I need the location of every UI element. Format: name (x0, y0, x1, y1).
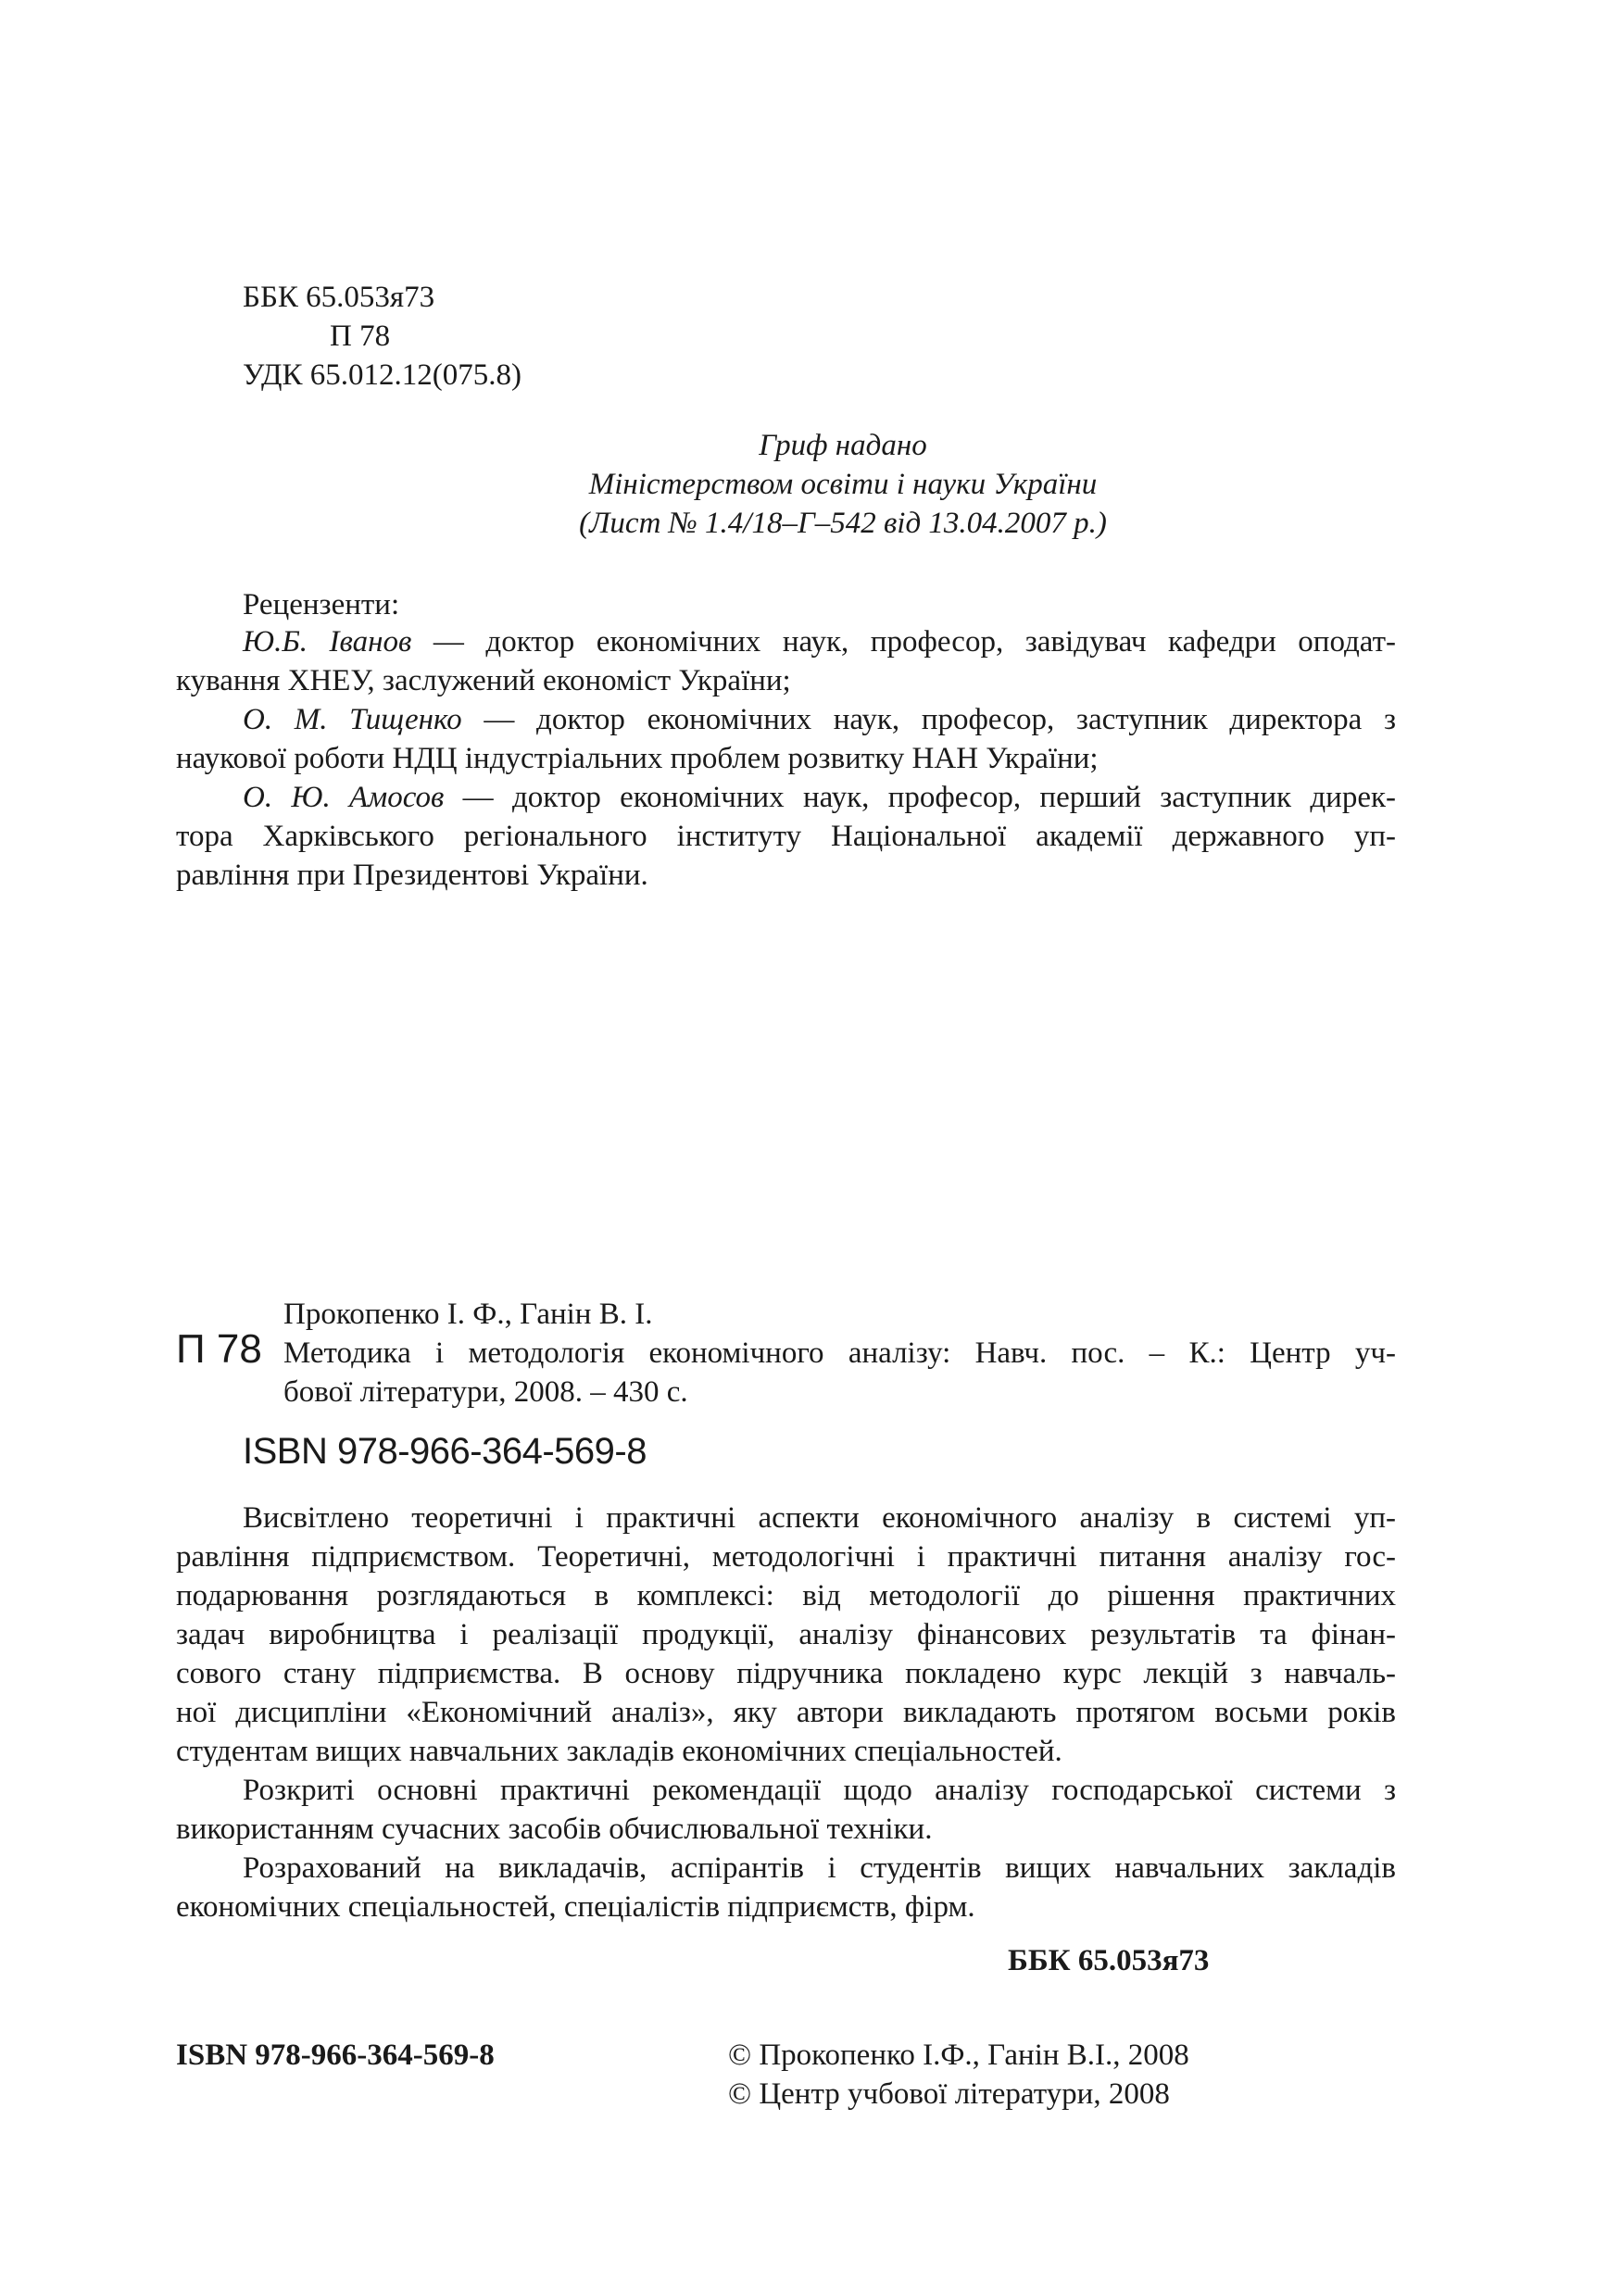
annotation-line: подарювання розглядаються в комплексі: від методології до рішення практичних (176, 1579, 1396, 1612)
reviewer-3-text: — доктор економічних наук, професор, перший заступник дирек- (444, 781, 1396, 814)
footer-bbk: ББК 65.053я73 (1008, 1944, 1210, 1977)
reviewer-1 (176, 622, 1396, 700)
reviewer-3-text-cont: тора Харківського регіонального інституту Національної академії державного уп- (176, 820, 1396, 853)
reviewer-2-text: — доктор економічних наук, професор, заступник директора з (461, 703, 1396, 736)
reviewer-2-text-cont: наукової роботи НДЦ індустріальних проблем розвитку НАН України; (176, 742, 1099, 775)
udk-code: УДК 65.012.12(075.8) (243, 358, 522, 392)
copyright-publisher: © Центр учбової літератури, 2008 (728, 2077, 1170, 2111)
grif-line-1: Гриф надано (759, 429, 927, 462)
annotation-line: равління підприємством. Теоретичні, методологічні і практичні питання аналізу гос- (176, 1540, 1396, 1574)
annotation (176, 1499, 1396, 1926)
annotation-line: економічних спеціальностей, спеціалістів підприємств, фірм. (176, 1890, 975, 1924)
annotation-line: студентам вищих навчальних закладів економічних спеціальностей. (176, 1735, 1062, 1768)
reviewer-2-name: О. М. Тищенко (243, 703, 462, 736)
catalog-title-line-1: Методика і методологія економічного аналізу: Навч. пос. – К.: Центр уч- (283, 1336, 1396, 1370)
annotation-line: сового стану підприємства. В основу підручника покладено курс лекцій з навчаль- (176, 1657, 1396, 1690)
reviewer-3-name: О. Ю. Амосов (243, 781, 445, 814)
catalog-title (283, 1334, 1396, 1411)
annotation-line: задач виробництва і реалізації продукції, аналізу фінансових результатів та фінан- (176, 1618, 1396, 1651)
reviewer-3-text-last: равління при Президентові України. (176, 859, 648, 892)
annotation-line: використанням сучасних засобів обчислювальної техніки. (176, 1813, 933, 1846)
catalog-isbn: ISBN 978-966-364-569-8 (243, 1431, 647, 1472)
reviewer-2 (176, 700, 1396, 778)
annotation-line: ної дисципліни «Економічний аналіз», яку автори викладають протягом восьми років (176, 1696, 1396, 1729)
reviewer-1-name: Ю.Б. Іванов (243, 625, 412, 659)
copyright-authors: © Прокопенко І.Ф., Ганін В.І., 2008 (728, 2039, 1189, 2072)
author-mark: П 78 (330, 320, 391, 353)
bbk-code: ББК 65.053я73 (243, 281, 435, 314)
catalog-authors: Прокопенко І. Ф., Ганін В. І. (283, 1298, 653, 1331)
catalog-code: П 78 (176, 1326, 262, 1372)
reviewer-3 (176, 778, 1396, 895)
reviewer-1-text: — доктор економічних наук, професор, завідувач кафедри оподат- (411, 625, 1396, 659)
grif-line-2: Міністерством освіти і науки України (588, 468, 1098, 501)
annotation-line: Розкриті основні практичні рекомендації щодо аналізу господарської системи з (243, 1774, 1396, 1807)
reviewer-1-text-cont: кування ХНЕУ, заслужений економіст України; (176, 664, 791, 697)
catalog-title-line-2: бової літератури, 2008. – 430 с. (283, 1375, 688, 1409)
footer-isbn: ISBN 978-966-364-569-8 (176, 2039, 495, 2072)
annotation-line: Розрахований на викладачів, аспірантів і студентів вищих навчальних закладів (243, 1851, 1396, 1885)
reviewers-heading: Рецензенти: (243, 588, 400, 621)
grif-line-3: (Лист № 1.4/18–Г–542 від 13.04.2007 р.) (579, 507, 1107, 540)
annotation-line: Висвітлено теоретичні і практичні аспекти економічного аналізу в системі уп- (243, 1501, 1396, 1535)
